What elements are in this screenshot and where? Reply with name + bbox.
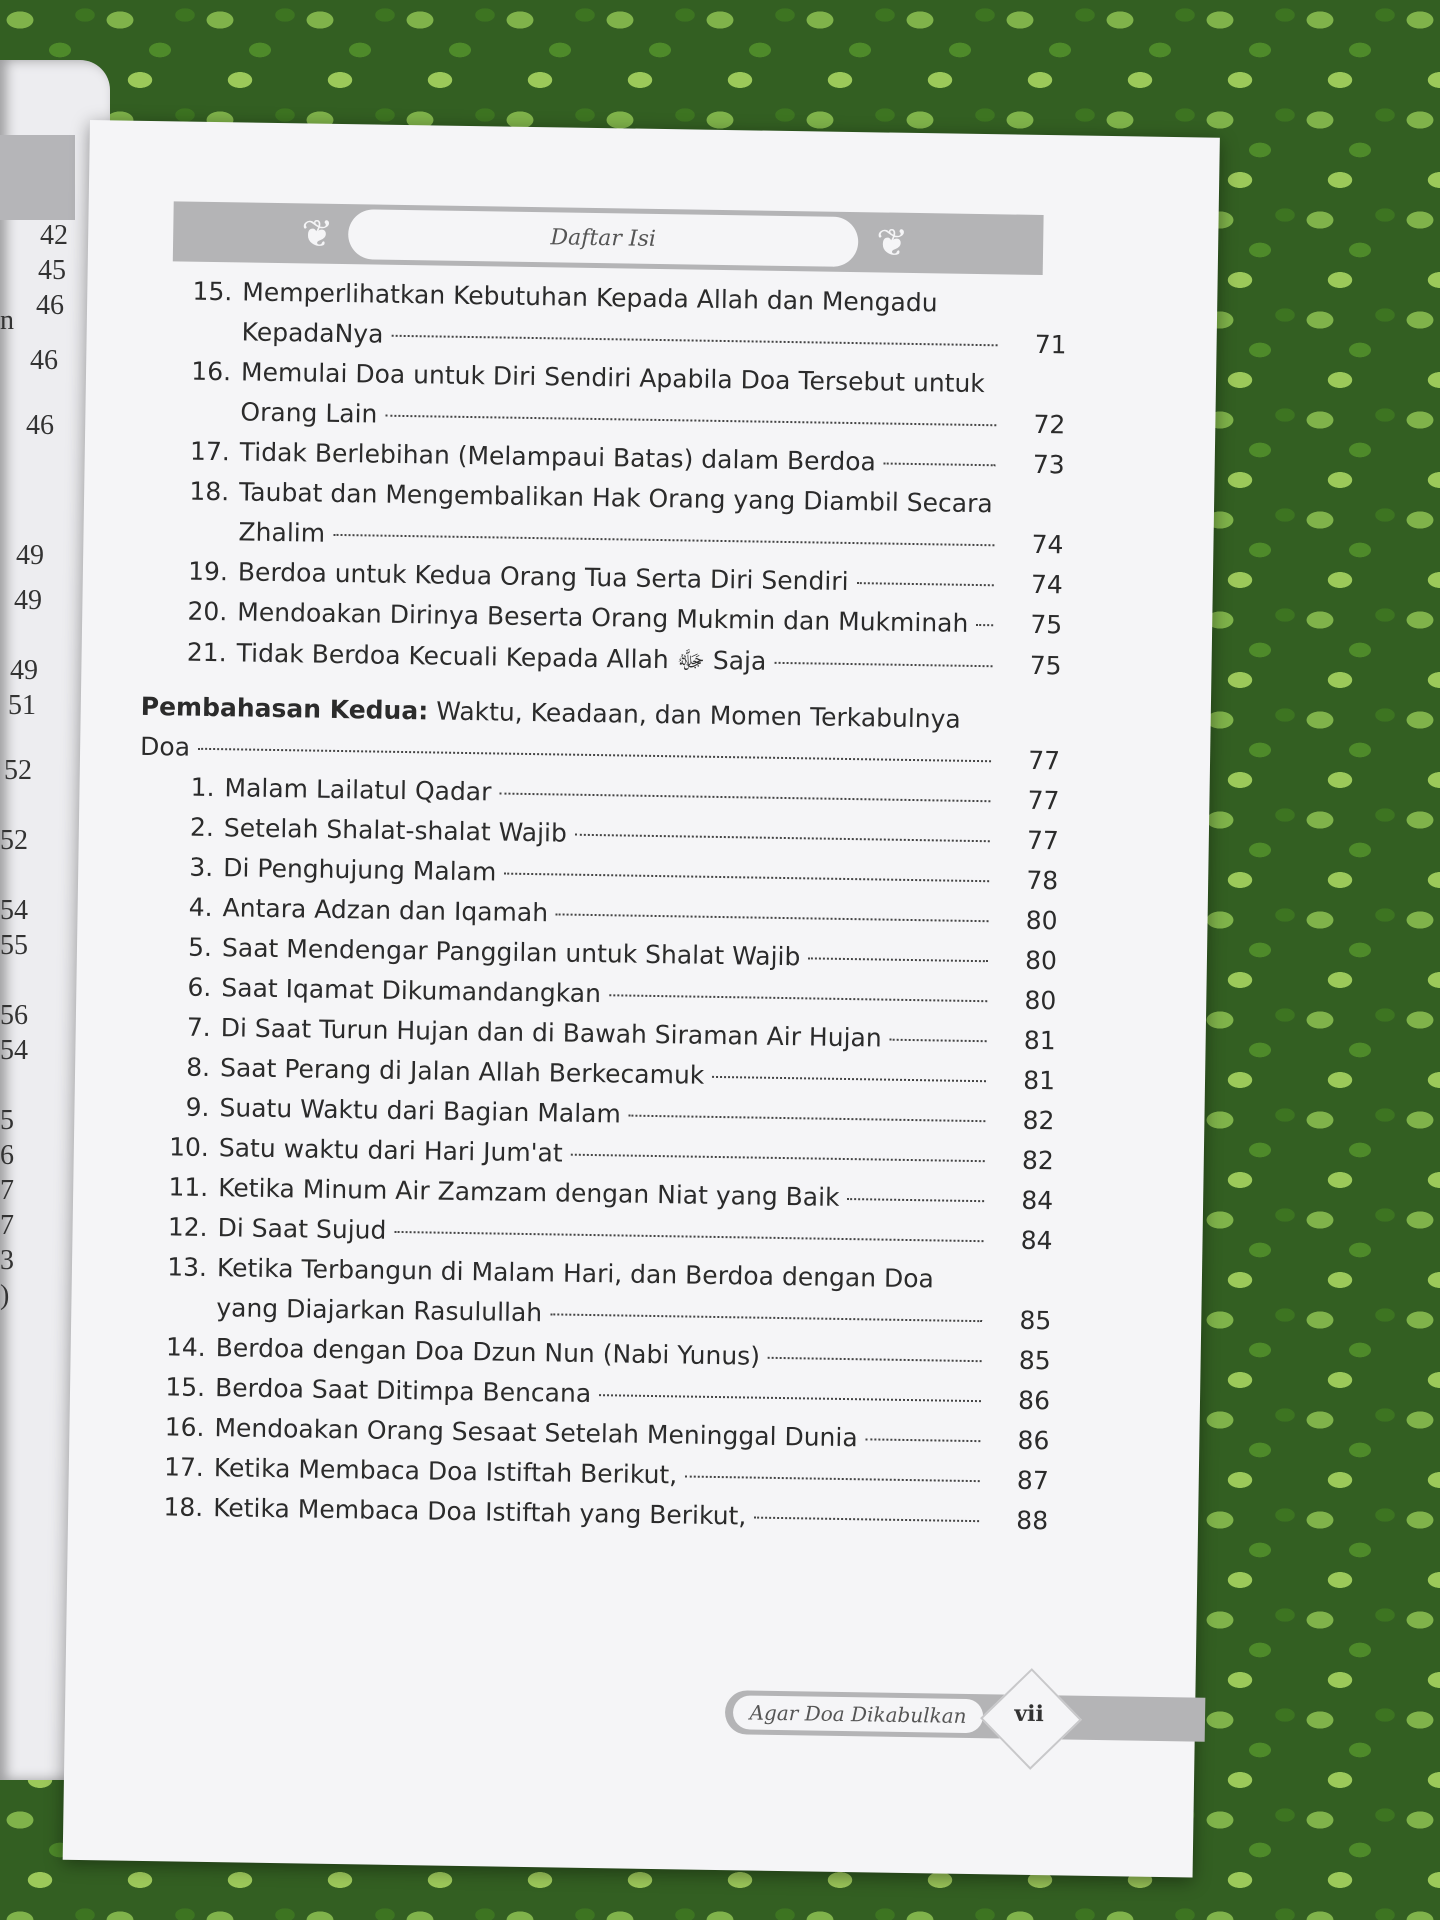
entry-title: Memulai Doa untuk Diri Sendiri Apabila Doa Tersebut untuk <box>240 357 986 399</box>
entry-title: Ketika Terbangun di Malam Hari, dan Berdoa dengan Doa <box>216 1253 935 1294</box>
entry-title: Setelah Shalat-shalat Wajib <box>223 813 568 848</box>
entry-number: 8. <box>186 1052 211 1083</box>
book-title: Agar Doa Dikabulkan <box>733 1695 984 1733</box>
entry-title: Saat Mendengar Panggilan untuk Shalat Wajib <box>221 933 801 972</box>
page-number: 87 <box>1016 1465 1049 1496</box>
entry-title: Malam Lailatul Qadar <box>224 773 492 807</box>
previous-page-number: 51 <box>8 690 36 721</box>
entry-number: 2. <box>189 812 215 843</box>
previous-page-header-tab <box>0 135 75 220</box>
previous-page-number: 46 <box>26 410 54 441</box>
previous-page-number: 3 <box>0 1245 14 1276</box>
entry-number: 6. <box>187 972 212 1003</box>
toc-page <box>63 120 1220 1878</box>
leader-dots <box>499 793 990 803</box>
leader-dots <box>629 1115 986 1123</box>
leader-dots <box>504 873 989 883</box>
leader-dots <box>774 662 992 667</box>
entry-number: 17. <box>189 436 231 467</box>
leader-dots <box>571 1154 985 1163</box>
leader-dots <box>391 335 997 347</box>
entry-title: Orang Lain <box>240 397 378 429</box>
ornament-icon: ❦ <box>875 220 909 265</box>
previous-page-number: 49 <box>10 655 38 686</box>
page-number: 84 <box>1020 1225 1053 1256</box>
entry-title: Berdoa dengan Doa Dzun Nun (Nabi Yunus) <box>215 1333 761 1371</box>
previous-page-number: 7 <box>0 1210 14 1241</box>
page-number: 72 <box>1033 409 1066 440</box>
leader-dots <box>575 834 990 843</box>
previous-page-number: n <box>0 305 14 336</box>
page-number: 74 <box>1030 569 1064 600</box>
leader-dots <box>385 415 996 427</box>
page-number: 86 <box>1017 1425 1050 1456</box>
leader-dots <box>976 624 993 626</box>
section-heading-cont-text: Doa <box>139 731 191 762</box>
header-band <box>173 201 1044 275</box>
leader-dots <box>768 1357 982 1362</box>
page-number: 88 <box>1016 1505 1049 1536</box>
leader-dots <box>198 748 991 762</box>
entry-title: Mendoakan Dirinya Beserta Orang Mukmin dan Mukminah <box>237 597 969 638</box>
entry-title: Zhalim <box>238 517 326 548</box>
table-of-contents <box>128 276 1068 1546</box>
entry-number: 17. <box>163 1452 205 1482</box>
entry-number: 13. <box>167 1252 208 1282</box>
page-number: 77 <box>1027 785 1060 816</box>
leader-dots <box>685 1476 980 1483</box>
entries-group-a <box>141 276 1067 690</box>
page-number: 74 <box>1031 529 1064 560</box>
page-number: 86 <box>1017 1385 1051 1416</box>
entry-number: 9. <box>185 1092 210 1122</box>
entry-title: Taubat dan Mengembalikan Hak Orang yang Diambil Secara <box>238 477 993 519</box>
page-number: 84 <box>1021 1185 1054 1216</box>
leader-dots <box>599 1394 981 1402</box>
leader-dots <box>848 1198 985 1202</box>
entry-title: Tidak Berdoa Kecuali Kepada Allah ﷻ Saja <box>236 638 767 676</box>
leader-dots <box>866 1438 981 1442</box>
section-heading-text: Waktu, Keadaan, dan Momen Terkabulnya <box>436 696 961 734</box>
leader-dots <box>808 957 988 962</box>
previous-page-number: 52 <box>4 755 32 786</box>
entry-title: Ketika Minum Air Zamzam dengan Niat yang Baik <box>218 1173 840 1212</box>
entry-number: 20. <box>187 596 228 627</box>
entry-title: Di Saat Turun Hujan dan di Bawah Siraman Air Hujan <box>220 1013 882 1053</box>
entry-title: Satu waktu dari Hari Jum'at <box>218 1133 563 1168</box>
entries-group-b <box>128 772 1060 1546</box>
page-number: 82 <box>1022 1105 1055 1136</box>
page-number: 80 <box>1025 905 1058 936</box>
page-number: 81 <box>1022 1065 1056 1096</box>
leader-dots <box>550 1313 982 1322</box>
previous-page-number: 54 <box>0 1035 28 1066</box>
page-number: 80 <box>1024 985 1057 1016</box>
entry-title: Saat Perang di Jalan Allah Berkecamuk <box>219 1053 705 1090</box>
entry-title: KepadaNya <box>241 317 384 349</box>
entry-number: 12. <box>167 1212 208 1242</box>
leader-dots <box>394 1231 983 1242</box>
entry-number: 16. <box>164 1412 205 1442</box>
previous-page-number: 55 <box>0 930 28 961</box>
ornament-icon: ❦ <box>300 211 334 256</box>
page-number: 75 <box>1030 609 1063 640</box>
entry-number: 18. <box>163 1492 204 1522</box>
entry-title: Di Penghujung Malam <box>223 853 497 887</box>
previous-page-number: 45 <box>38 255 66 286</box>
entry-title: Ketika Membaca Doa Istiftah Berikut, <box>213 1453 678 1490</box>
previous-page-number: ) <box>0 1280 10 1311</box>
leader-dots <box>884 463 996 467</box>
entry-number: 14. <box>165 1332 206 1362</box>
entry-title: Berdoa untuk Kedua Orang Tua Serta Diri Sendiri <box>237 557 849 596</box>
leader-dots <box>857 582 994 586</box>
entry-number: 4. <box>188 892 213 923</box>
footer-band <box>725 1690 1206 1742</box>
previous-page-number: 52 <box>0 825 28 856</box>
page-number: 80 <box>1024 945 1058 976</box>
page-number: 82 <box>1021 1145 1054 1176</box>
previous-page-number: 49 <box>16 540 44 571</box>
leader-dots <box>556 913 989 922</box>
entry-number: 7. <box>186 1012 211 1043</box>
entry-title-cont: yang Diajarkan Rasulullah <box>216 1293 543 1328</box>
previous-page-number: 49 <box>14 585 42 616</box>
entry-title: Tidak Berlebihan (Melampaui Batas) dalam Berdoa <box>239 437 877 477</box>
page-title: Daftar Isi <box>348 209 859 267</box>
previous-page-number: 56 <box>0 1000 28 1031</box>
page-number: 81 <box>1023 1025 1056 1056</box>
entry-number: 19. <box>187 556 229 587</box>
entry-number: 16. <box>191 356 232 387</box>
entry-title: Di Saat Sujud <box>217 1213 387 1245</box>
entry-title: Mendoakan Orang Sesaat Setelah Meninggal Dunia <box>214 1413 858 1453</box>
entry-number: 11. <box>168 1172 209 1202</box>
entry-title: Saat Iqamat Dikumandangkan <box>221 973 602 1009</box>
page-number: 73 <box>1032 449 1065 480</box>
page-number: 85 <box>1018 1345 1051 1376</box>
previous-page-number: 5 <box>0 1105 14 1136</box>
page-number: 77 <box>1026 825 1060 856</box>
entry-title: Suatu Waktu dari Bagian Malam <box>219 1093 622 1129</box>
leader-dots <box>333 534 994 546</box>
page-number: 77 <box>1028 745 1061 776</box>
leader-dots <box>712 1076 986 1082</box>
entry-title: Memperlihatkan Kebutuhan Kepada Allah dan Mengadu <box>242 277 938 318</box>
previous-page-number: 46 <box>36 290 64 321</box>
section-heading-bold: Pembahasan Kedua: <box>140 691 429 726</box>
page-number: 71 <box>1034 329 1067 360</box>
page-number: 75 <box>1029 650 1062 681</box>
entry-number: 1. <box>190 772 215 803</box>
entry-title: Berdoa Saat Ditimpa Bencana <box>214 1373 592 1409</box>
page-number: 85 <box>1019 1305 1052 1336</box>
previous-page-number: 54 <box>0 895 28 926</box>
folio: vii <box>1014 1700 1045 1728</box>
entry-title: Antara Adzan dan Iqamah <box>222 893 549 928</box>
previous-page-number: 42 <box>40 220 68 251</box>
entry-number: 15. <box>165 1372 206 1402</box>
previous-page-number: 46 <box>30 345 58 376</box>
entry-number: 5. <box>187 932 213 963</box>
entry-title: Ketika Membaca Doa Istiftah yang Berikut, <box>212 1493 747 1531</box>
entry-number: 10. <box>168 1132 210 1162</box>
entry-number: 15. <box>192 276 233 307</box>
entry-number: 21. <box>186 637 227 668</box>
previous-page-number: 6 <box>0 1140 14 1171</box>
page-number: 78 <box>1026 865 1059 896</box>
leader-dots <box>890 1039 987 1043</box>
leader-dots <box>754 1517 979 1523</box>
previous-page-number: 7 <box>0 1175 14 1206</box>
entry-number: 18. <box>189 476 230 507</box>
entry-number: 3. <box>189 852 214 883</box>
leader-dots <box>609 994 987 1002</box>
